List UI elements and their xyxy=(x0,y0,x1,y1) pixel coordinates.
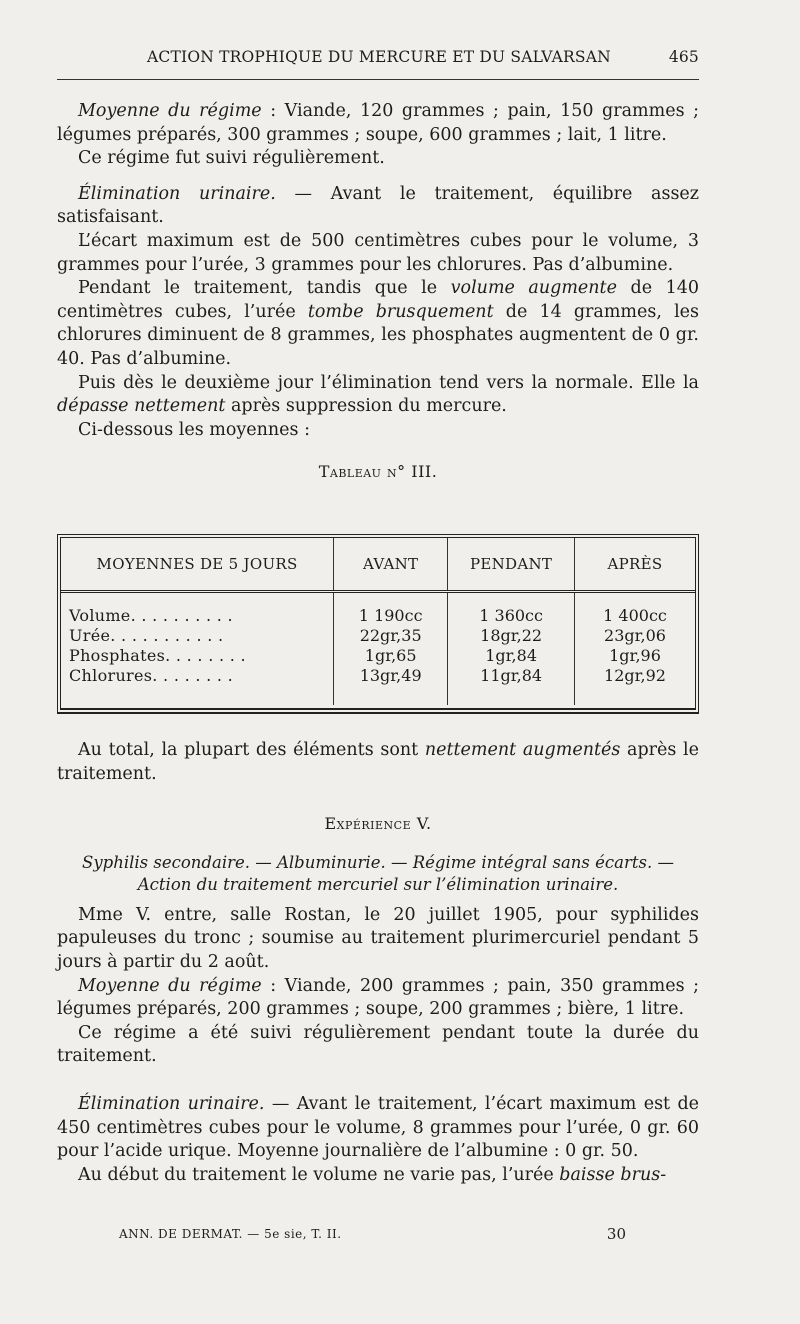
table-padding-row xyxy=(61,685,695,705)
paragraph-au-total: Au total, la plupart des éléments sont nettement augmentés après le traitement. xyxy=(57,740,699,784)
paragraph-pendant: Pendant le traitement, tandis que le volume augmente de 140 centimètres cubes, l’urée tombe brusquement de 14 grammes, les chlorures diminuent de 8 grammes, les phosphates augmentent de 0 gr. 40. Pas d’albumine. xyxy=(57,278,699,369)
page-number: 465 xyxy=(668,48,699,66)
table-header-cell: AVANT xyxy=(334,538,448,592)
table-header-cell: PENDANT xyxy=(448,538,575,592)
paragraph-debut: Au début du traitement le volume ne varie pas, l’urée baisse brus- xyxy=(78,1164,667,1185)
paragraph-regime-2: Ce régime a été suivi régulièrement pendant toute la durée du traitement. xyxy=(57,1022,699,1067)
table-header-cell: MOYENNES DE 5 JOURS xyxy=(61,538,334,592)
paragraph-elimination-2: Élimination urinaire. — Avant le traitement, l’écart maximum est de 450 centimètres cubes pour le volume, 8 grammes pour l’urée, 0 gr. 60 pour l’acide urique. Moyenne journalière de l’albumine : 0 gr. 50. xyxy=(57,1093,700,1162)
section-title: Expérience V. xyxy=(324,814,432,834)
table-iii xyxy=(57,534,699,714)
section-subtitle: Syphilis secondaire. — Albuminurie. — Régime intégral sans écarts. — Action du traitement mercuriel sur l’élimination urinaire. xyxy=(82,852,674,894)
body-text-bottom xyxy=(57,739,699,1187)
paragraph-puis: Puis dès le deuxième jour l’élimination tend vers la normale. Elle la dépasse nettement après suppression du mercure. xyxy=(57,372,699,417)
paragraph-diet-2: Moyenne du régime : Viande, 200 grammes ; pain, 350 grammes ; légumes préparés, 200 grammes ; soupe, 200 grammes ; bière, 1 litre. xyxy=(57,975,699,1020)
elimination-label: Élimination urinaire. xyxy=(78,183,276,204)
paragraph-mme-v: Mme V. entre, salle Rostan, le 20 juillet 1905, pour syphilides papuleuses du tronc ; soumise au traitement plurimercuriel pendant 5 jours à partir du 2 août. xyxy=(57,904,699,972)
table-row: Chlorures. . . . . . . . 13gr,49 11gr,84 12gr,92 xyxy=(61,665,695,685)
table-row: Urée. . . . . . . . . . . 22gr,35 18gr,22 23gr,06 xyxy=(61,625,695,645)
diet-label: Moyenne du régime xyxy=(78,101,262,121)
paragraph-moyennes: Ci-dessous les moyennes : xyxy=(78,419,310,440)
table-header-row xyxy=(61,538,695,592)
signature-mark: 30 xyxy=(606,1225,626,1243)
header-rule xyxy=(57,79,699,80)
paragraph-diet: Moyenne du régime : Viande, 120 grammes ; pain, 150 grammes ; légumes préparés, 300 grammes ; soupe, 600 grammes ; lait, 1 litre. xyxy=(57,101,699,145)
running-title: ACTION TROPHIQUE DU MERCURE ET DU SALVARSAN xyxy=(147,48,611,66)
table-caption: Tableau n° III. xyxy=(318,462,438,482)
table-row: Volume. . . . . . . . . . 1 190cc 1 360cc 1 400cc xyxy=(61,592,695,626)
paragraph-elimination: Élimination urinaire. — Avant le traitement, équilibre assez satisfaisant. xyxy=(57,183,699,228)
table-row: Phosphates. . . . . . . . 1gr,65 1gr,84 1gr,96 xyxy=(61,645,695,665)
body-text-top xyxy=(57,100,699,484)
table-header-cell: APRÈS xyxy=(575,538,695,592)
paragraph-regime-followed: Ce régime fut suivi régulièrement. xyxy=(78,148,385,169)
paragraph-ecart: L’écart maximum est de 500 centimètres cubes pour le volume, 3 grammes pour l’urée, 3 grammes pour les chlorures. Pas d’albumine. xyxy=(57,230,699,275)
journal-reference: ANN. DE DERMAT. — 5e sie, T. II. xyxy=(119,1227,342,1241)
